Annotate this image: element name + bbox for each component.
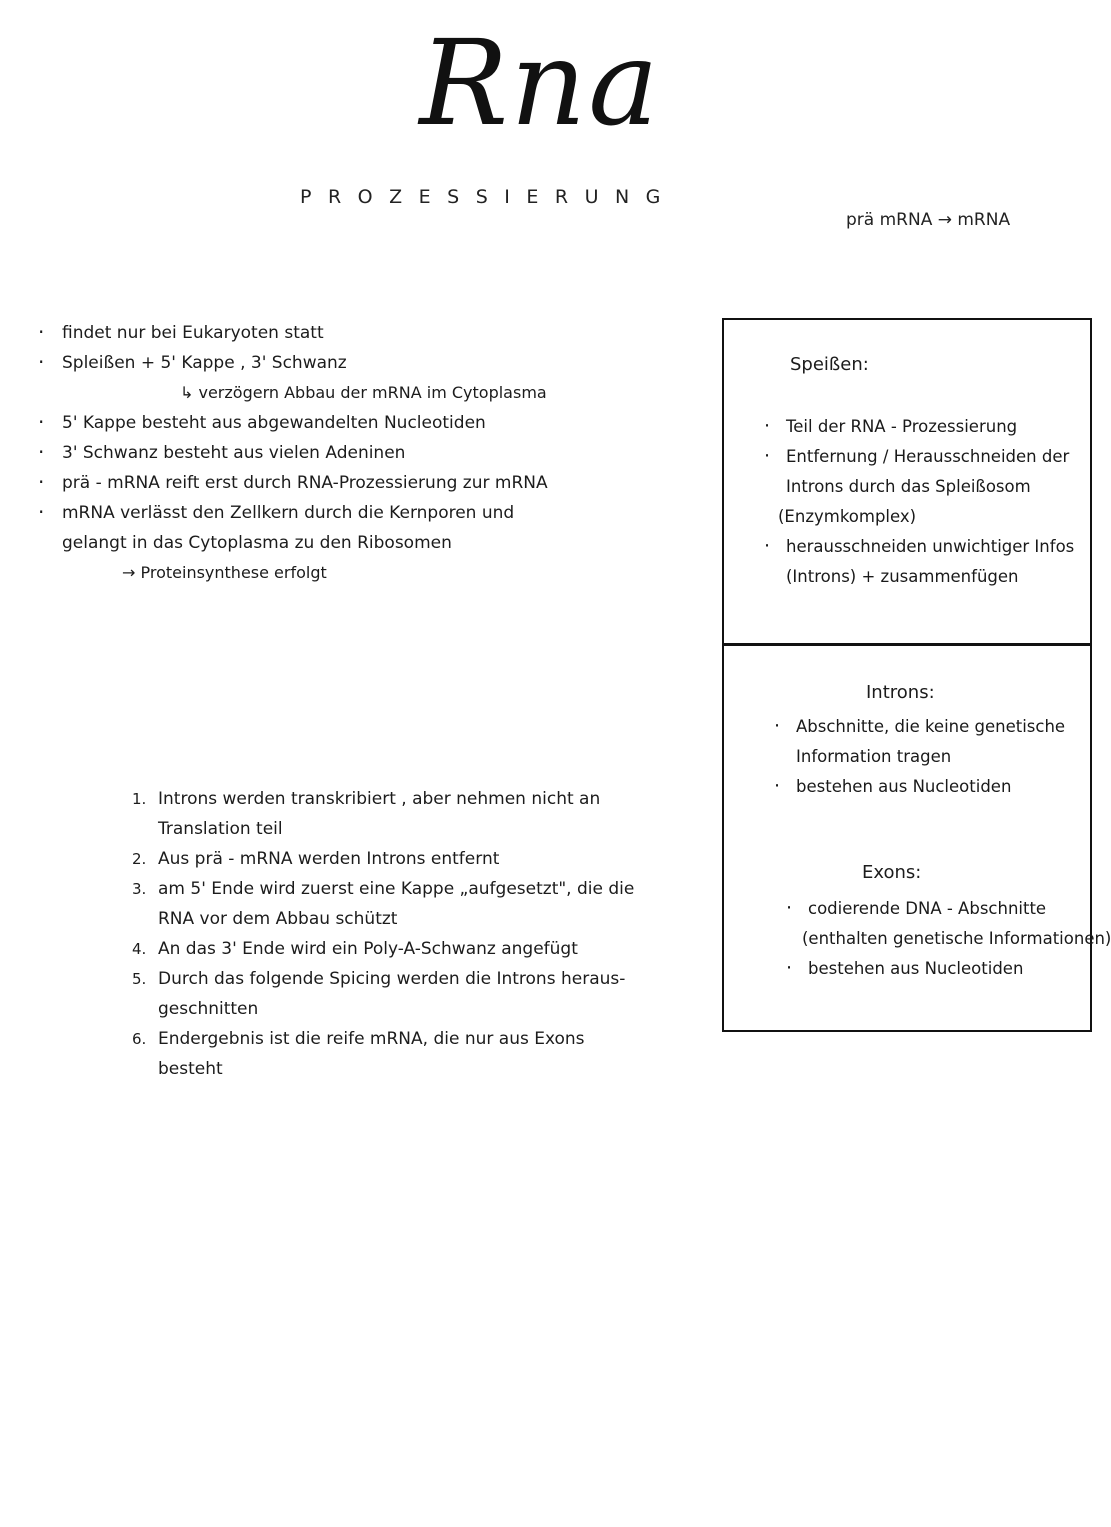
step-number: 4.: [132, 940, 147, 958]
steps-list: [132, 784, 652, 1084]
exons-item: · codierende DNA - Abschnitte: [808, 894, 1111, 924]
step-item: [132, 934, 652, 964]
step-text: am 5' Ende wird zuerst eine Kappe „aufgesetzt", die die RNA vor dem Abbau schützt: [158, 879, 635, 929]
spleissen-item: · Teil der RNA - Prozessierung: [786, 412, 1074, 442]
note-item: · Spleißen + 5' Kappe , 3' Schwanz: [62, 348, 548, 378]
spleissen-box: [722, 318, 1092, 645]
step-text: Endergebnis ist die reife mRNA, die nur aus Exons besteht: [158, 1029, 585, 1079]
step-number: 5.: [132, 970, 147, 988]
spleissen-item: · herausschneiden unwichtiger Infos: [786, 532, 1074, 562]
introns-item: · bestehen aus Nucleotiden: [796, 772, 1065, 802]
spleissen-item-continued: Introns durch das Spleißosom: [786, 477, 1031, 496]
step-item: [132, 964, 652, 1024]
step-text: Durch das folgende Spicing werden die Introns heraus- geschnitten: [158, 969, 626, 1019]
step-text: Aus prä - mRNA werden Introns entfernt: [158, 849, 500, 869]
note-conclusion: → Proteinsynthese erfolgt: [122, 563, 327, 582]
note-item: · findet nur bei Eukaryoten statt: [62, 318, 548, 348]
note-item: · 5' Kappe besteht aus abgewandelten Nucleotiden: [62, 408, 548, 438]
note-item-continued: gelangt in das Cytoplasma zu den Ribosomen: [62, 533, 452, 553]
step-text: Introns werden transkribiert , aber nehmen nicht an Translation teil: [158, 789, 601, 839]
step-item: [132, 784, 652, 844]
note-subitem: ↳ verzögern Abbau der mRNA im Cytoplasma: [180, 383, 547, 402]
note-item: · prä - mRNA reift erst durch RNA-Prozessierung zur mRNA: [62, 468, 548, 498]
step-item: [132, 1024, 652, 1084]
page-title: Rna: [419, 14, 661, 152]
step-item: [132, 874, 652, 934]
step-text: An das 3' Ende wird ein Poly-A-Schwanz angefügt: [158, 939, 578, 959]
spleissen-item: · Entfernung / Herausschneiden der: [786, 442, 1074, 472]
spleissen-item-continued: (Enzymkomplex): [778, 507, 917, 526]
note-item: · 3' Schwanz besteht aus vielen Adeninen: [62, 438, 548, 468]
notes-list: [62, 318, 548, 588]
spleissen-item-continued: (Introns) + zusammenfügen: [786, 567, 1019, 586]
exons-item: · bestehen aus Nucleotiden: [808, 954, 1111, 984]
step-item: [132, 844, 652, 874]
step-number: 3.: [132, 880, 147, 898]
exons-list: [802, 894, 1111, 984]
spleissen-list: [778, 412, 1075, 592]
introns-item-continued: Information tragen: [796, 747, 952, 766]
step-number: 2.: [132, 850, 147, 868]
note-item: · mRNA verlässt den Zellkern durch die Kernporen und: [62, 498, 548, 528]
exons-heading: Exons:: [862, 862, 922, 883]
introns-list: [796, 712, 1065, 802]
introns-item: · Abschnitte, die keine genetische: [796, 712, 1065, 742]
page-subtitle: PROZESSIERUNG: [300, 186, 677, 208]
spleissen-heading: Speißen:: [790, 354, 869, 375]
introns-exons-box: [722, 644, 1111, 1032]
process-note: prä mRNA → mRNA: [846, 210, 1011, 230]
step-number: 6.: [132, 1030, 147, 1048]
introns-heading: Introns:: [866, 682, 935, 703]
step-number: 1.: [132, 790, 147, 808]
exons-item-continued: (enthalten genetische Informationen): [802, 929, 1111, 948]
